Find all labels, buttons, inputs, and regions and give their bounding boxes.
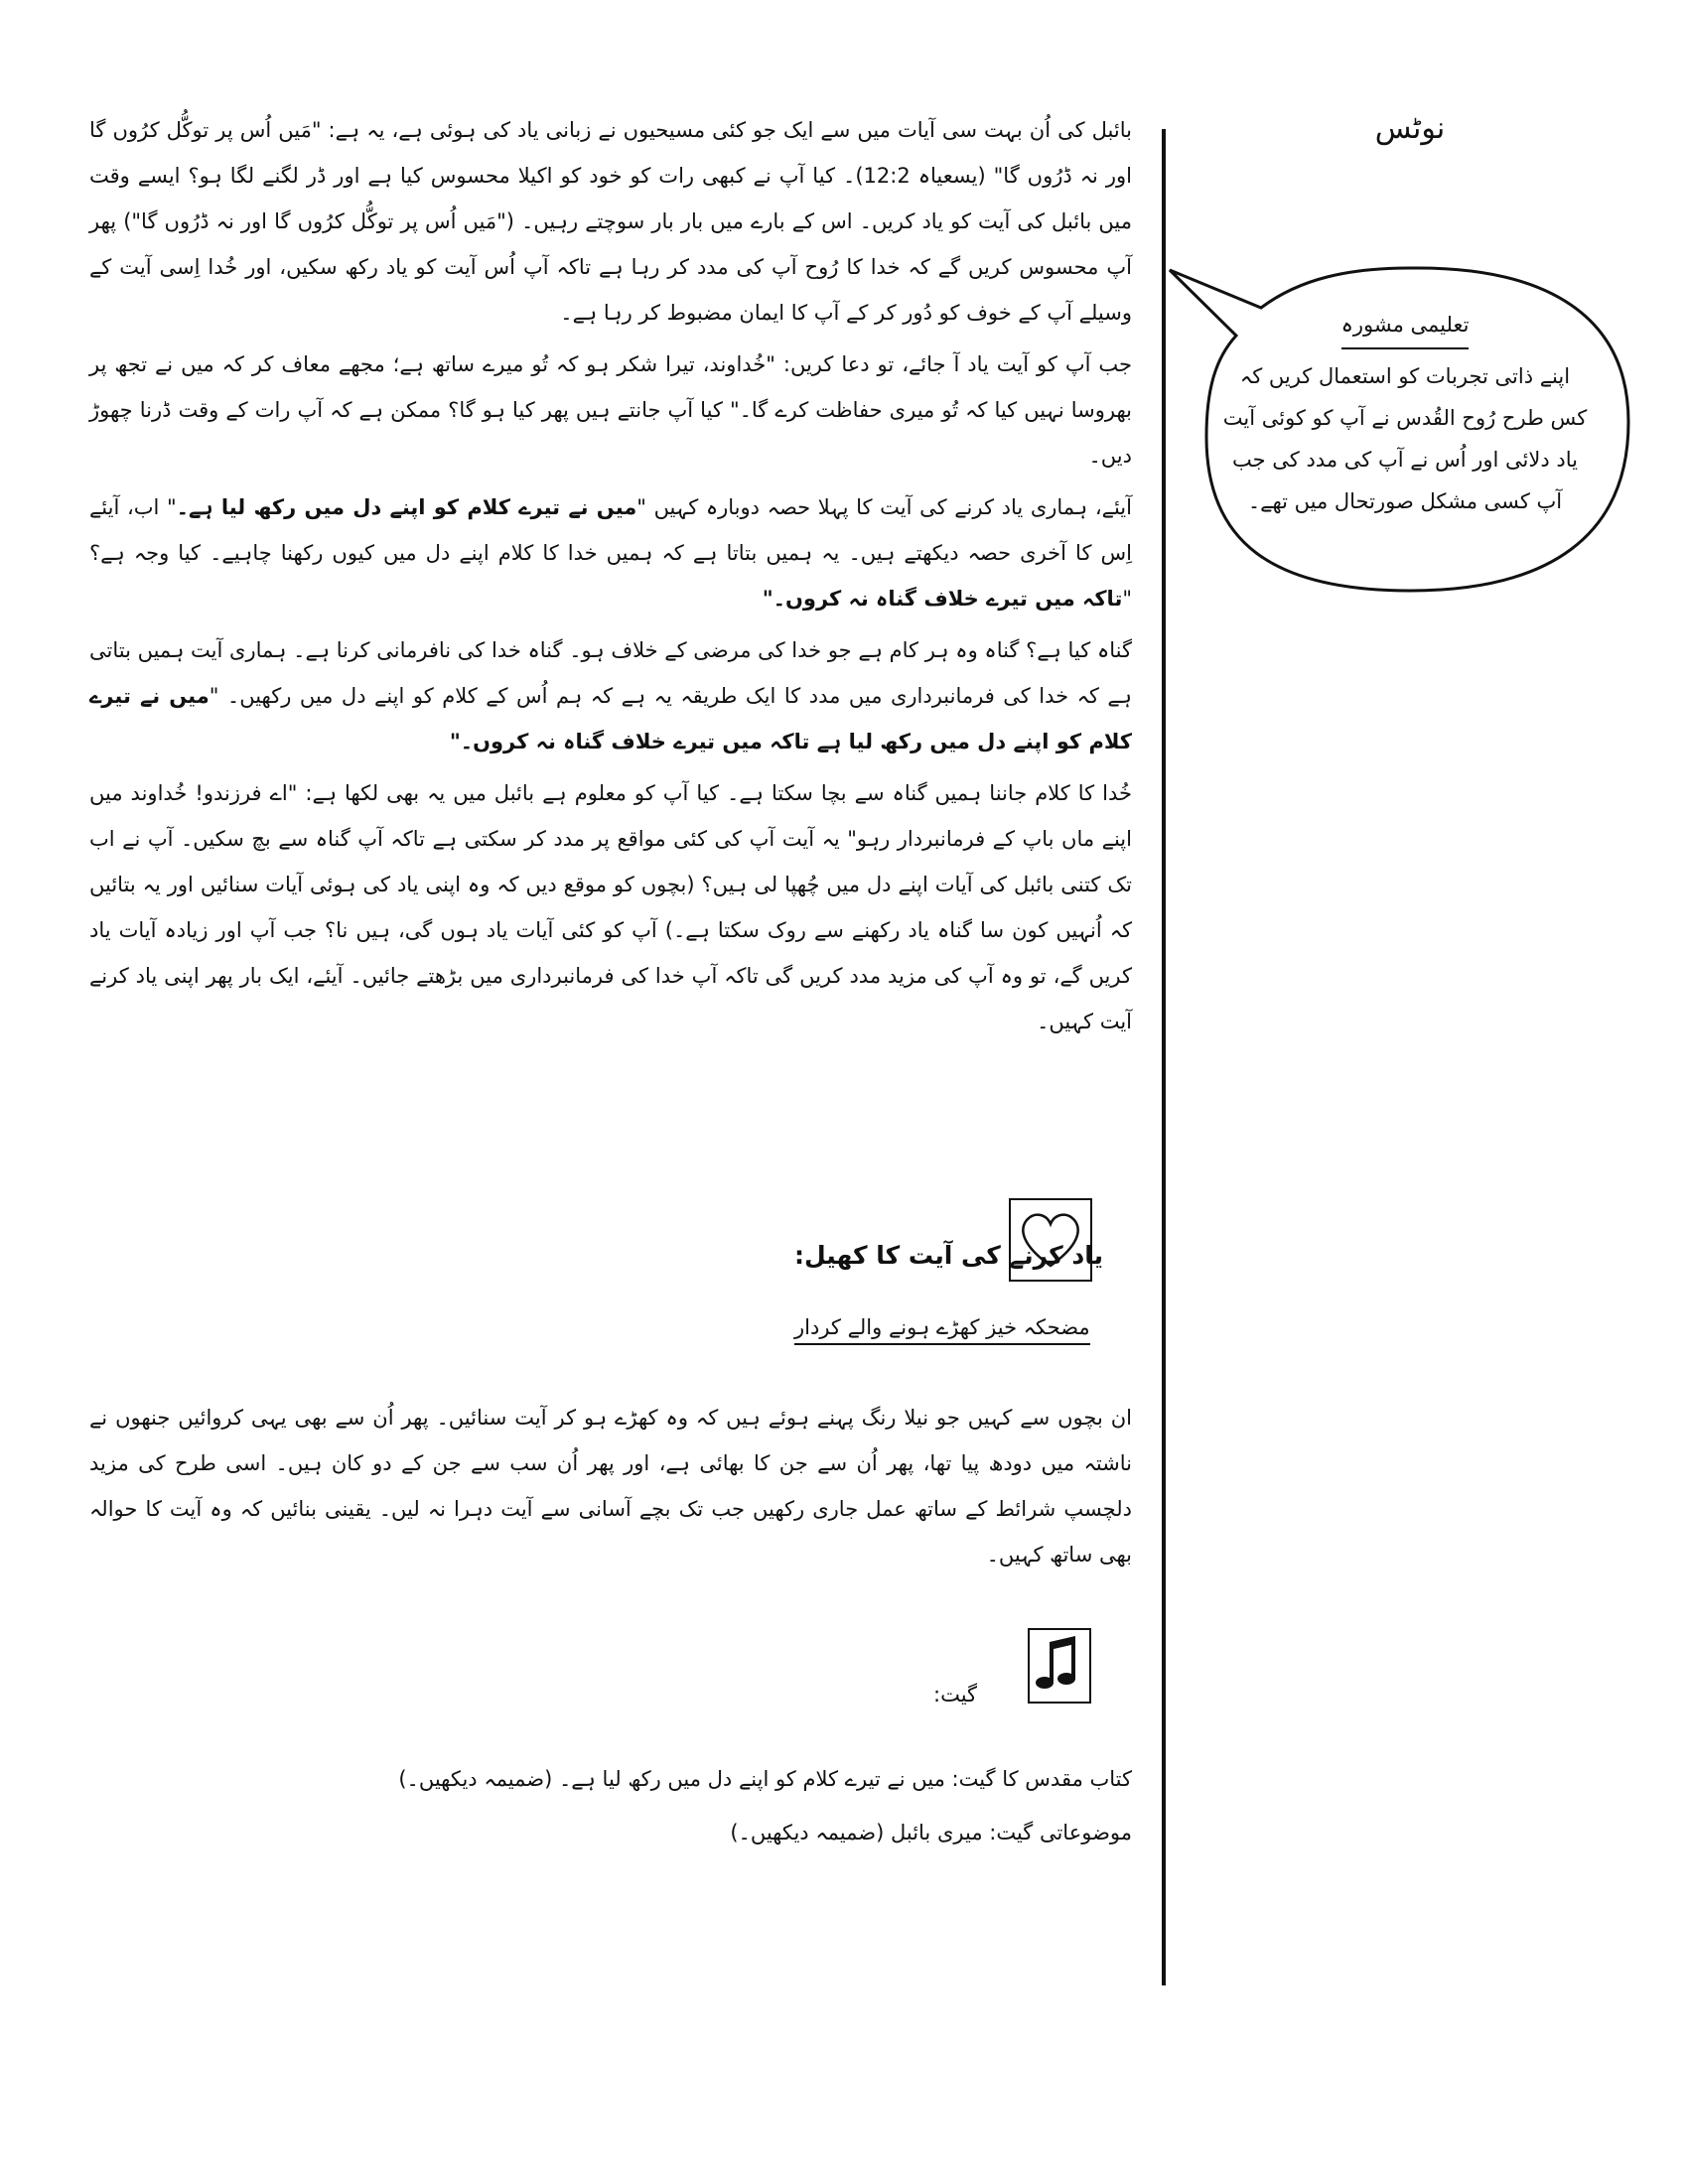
teaching-tip-heading: تعلیمی مشورہ bbox=[1341, 304, 1470, 349]
songs-heading: گیت: bbox=[933, 1683, 978, 1706]
column-divider bbox=[1162, 129, 1166, 1985]
notes-title: نوٹس bbox=[1374, 111, 1446, 146]
teaching-tip bbox=[1221, 304, 1589, 522]
music-icon-box bbox=[1028, 1628, 1091, 1704]
paragraph-3-text-a: آیئے، ہماری یاد کرنے کی آیت کا پہلا حصہ دوبارہ کہیں " bbox=[636, 495, 1132, 519]
main-text bbox=[89, 107, 1132, 1050]
game-subheading: مضحکہ خیز کھڑے ہونے والے کردار bbox=[794, 1315, 1090, 1345]
paragraph-3-bold-verse: میں نے تیرے کلام کو اپنے دل میں رکھ لیا ہے۔ bbox=[176, 495, 637, 519]
song-line-2: موضوعاتی گیت: میری بائبل (ضمیمہ دیکھیں۔) bbox=[730, 1821, 1132, 1844]
paragraph-3-text-c: " اب، آیئے اِس کا آخری حصہ دیکھتے ہیں۔ یہ ہمیں بتاتا ہے کہ ہمیں خدا کا کلام اپنے دل میں کیوں رکھنا چاہیے۔ کیا وجہ ہے؟ " bbox=[89, 495, 1132, 611]
paragraph-4-text: گناہ کیا ہے؟ گناہ وہ ہر کام ہے جو خدا کی مرضی کے خلاف ہو۔ گناہ خدا کی نافرمانی کرنا ہے۔ ہماری آیت ہمیں بتاتی ہے کہ خدا کی فرمانبرداری میں مدد کا ایک طریقہ یہ ہے کہ ہم اُس کے کلام کو اپنے دل میں رکھیں۔ " bbox=[89, 638, 1132, 708]
paragraph-4-bold-verse: میں نے تیرے کلام کو اپنے دل میں رکھ لیا ہے تاکہ میں تیرے خلاف گناہ نہ کروں۔" bbox=[89, 684, 1132, 753]
song-line-1: کتاب مقدس کا گیت: میں نے تیرے کلام کو اپنے دل میں رکھ لیا ہے۔ (ضمیمہ دیکھیں۔) bbox=[398, 1767, 1132, 1791]
paragraph-5: خُدا کا کلام جاننا ہمیں گناہ سے بچا سکتا ہے۔ کیا آپ کو معلوم ہے بائبل میں یہ بھی لکھا ہے: "اے فرزندو! خُداوند میں اپنے ماں باپ کے فرمانبردار رہو" یہ آیت آپ کی کئی مواقع پر مدد کر سکتی ہے تاکہ آپ گناہ سے بچ سکیں۔ آپ نے اب تک کتنی بائبل کی آیات اپنے دل میں چُھپا لی ہیں؟ (بچوں کو موقع دیں کہ وہ اپنی یاد کی ہوئی آیات سنائیں اور یہ بتائیں کہ اُنہیں کون سا گناہ یاد رکھنے سے روک سکتا ہے۔) آپ کو کئی آیات یاد ہوں گی، ہیں نا؟ جب آپ اور زیادہ آیات یاد کریں گے، تو وہ آپ کی مزید مدد کریں گی تاکہ آپ خدا کی فرمانبرداری میں بڑھتے جائیں۔ آیئے، ایک بار پھر اپنی یاد کرنے آیت کہیں۔ bbox=[89, 781, 1132, 1033]
paragraph-3 bbox=[89, 484, 1132, 621]
music-note-icon bbox=[1030, 1630, 1089, 1702]
paragraph-4 bbox=[89, 627, 1132, 764]
game-instructions-text: ان بچوں سے کہیں جو نیلا رنگ پہنے ہوئے ہیں کہ وہ کھڑے ہو کر آیت سنائیں۔ پھر اُن سے بھی یہی کروائیں جنھوں نے ناشتہ میں دودھ پیا تھا، پھر اُن سے جن کا بھائی ہے، اور پھر اُن سب سے جن کے دو کان ہیں۔ اسی طرح کی مزید دلچسپ شرائط کے ساتھ عمل جاری رکھیں جب تک بچے آسانی سے آیت دہرا نہ لیں۔ یقینی بنائیں کہ وہ آیت کا حوالہ بھی ساتھ کہیں۔ bbox=[89, 1406, 1132, 1567]
teaching-tip-text: اپنے ذاتی تجربات کو استعمال کریں کہ کس طرح رُوح القُدس نے آپ کو کوئی آیت یاد دلائی اور اُس نے آپ کی مدد کی جب آپ کسی مشکل صورتحال میں تھے۔ bbox=[1222, 364, 1588, 513]
game-instructions bbox=[89, 1395, 1132, 1583]
songs-list bbox=[298, 1752, 1132, 1859]
paragraph-3-bold-verse-end: تاکہ میں تیرے خلاف گناہ نہ کروں۔" bbox=[762, 587, 1123, 611]
paragraph-1: بائبل کی اُن بہت سی آیات میں سے ایک جو کئی مسیحیوں نے زبانی یاد کی ہوئی ہے، یہ ہے: "مَیں اُس پر توکُّل کرُوں گا اور نہ ڈرُوں گا" (یسعیاہ 12:2)۔ کیا آپ نے کبھی رات کو خود کو اکیلا محسوس کیا ہے اور ڈر لگنے لگا ہو؟ ایسے وقت میں بائبل کی آیت کو یاد کریں۔ اس کے بارے میں بار بار سوچتے رہیں۔ ("مَیں اُس پر توکُّل کرُوں گا اور نہ ڈرُوں گا") پھر آپ محسوس کریں گے کہ خدا کا رُوح آپ کی مدد کر رہا ہے تاکہ آپ اُس آیت کو یاد رکھ سکیں، اور خُدا اِسی آیت کے وسیلے آپ کے خوف کو دُور کر کے آپ کا ایمان مضبوط کر رہا ہے۔ bbox=[89, 118, 1132, 325]
paragraph-2: جب آپ کو آیت یاد آ جائے، تو دعا کریں: "خُداوند، تیرا شکر ہو کہ تُو میرے ساتھ ہے؛ مجھے معاف کر کہ میں نے تجھ پر بھروسا نہیں کیا کہ تُو میری حفاظت کرے گا۔" کیا آپ جانتے ہیں پھر کیا ہو گا؟ ممکن ہے کہ آپ رات کے وقت ڈرنا چھوڑ دیں۔ bbox=[89, 352, 1132, 468]
game-heading: یاد کرنے کی آیت کا کھیل: bbox=[794, 1241, 1103, 1270]
